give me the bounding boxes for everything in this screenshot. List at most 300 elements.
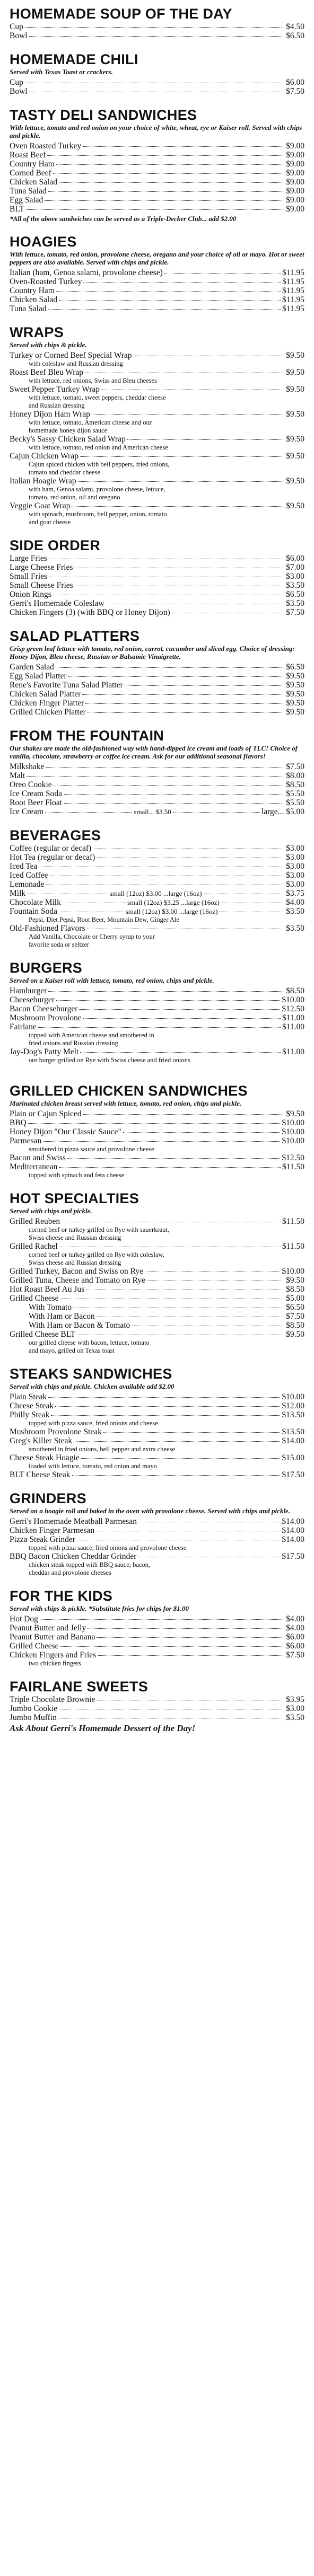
item-name: Hot Dog xyxy=(10,1615,38,1624)
item-name: Country Ham xyxy=(10,286,55,295)
item-name: Grilled Reuben xyxy=(10,1217,60,1226)
menu-item xyxy=(10,907,304,916)
item-list xyxy=(10,554,304,617)
item-name: Small Cheese Fries xyxy=(10,581,73,590)
leader-dots xyxy=(82,694,284,695)
item-name: With Ham or Bacon xyxy=(29,1312,95,1321)
section-title: STEAKS SANDWICHES xyxy=(10,1366,172,1382)
item-name: With Ham or Bacon & Tomato xyxy=(29,1321,130,1330)
item-name: Cup xyxy=(10,22,23,31)
item-name: Old-Fashioned Flavors xyxy=(10,924,85,933)
leader-dots xyxy=(97,1637,284,1638)
leader-dots xyxy=(48,991,284,992)
item-price: $9.50 xyxy=(286,368,304,377)
item-name: Oreo Cookie xyxy=(10,780,52,789)
item-price: $6.50 xyxy=(286,31,304,40)
item-price: $12.50 xyxy=(282,1153,304,1162)
leader-dots xyxy=(103,1432,280,1433)
leader-dots xyxy=(123,1132,281,1133)
menu-item xyxy=(10,862,304,871)
item-size-price: small (12oz) $3.25 ...large (16oz) xyxy=(127,898,220,906)
menu-item xyxy=(10,1704,304,1713)
item-price: $11.95 xyxy=(282,286,304,295)
item-price: $9.00 xyxy=(286,160,304,169)
menu-item xyxy=(10,1276,304,1285)
item-description: Add Vanilla, Chocolate or Cherry syrup to your xyxy=(29,933,155,940)
item-name: Country Ham xyxy=(10,160,55,169)
menu-item xyxy=(10,889,304,898)
leader-dots xyxy=(60,1646,285,1647)
menu-item xyxy=(10,1427,304,1436)
leader-dots xyxy=(56,667,284,668)
leader-dots xyxy=(28,1123,281,1124)
item-price: $6.00 xyxy=(286,1633,304,1642)
menu-item xyxy=(10,351,304,360)
menu-item xyxy=(10,708,304,717)
section-note: Served with chips & pickle. *Substitute fries for chips for $1.00 xyxy=(10,1604,189,1612)
item-list xyxy=(10,663,304,717)
item-name: BBQ Bacon Chicken Cheddar Grinder xyxy=(10,1552,137,1561)
leader-dots xyxy=(53,173,284,174)
item-name: Jumbo Cookie xyxy=(10,1704,57,1713)
item-price: $9.50 xyxy=(286,1109,304,1118)
item-description: topped with pizza sauce, fried onions and provolone cheese xyxy=(29,1544,187,1551)
item-price: $9.00 xyxy=(286,196,304,205)
leader-dots xyxy=(27,776,284,777)
leader-dots xyxy=(92,414,284,415)
item-price: $7.50 xyxy=(286,1651,304,1660)
section-title: HOMEMADE SOUP OF THE DAY xyxy=(10,6,232,22)
item-list xyxy=(10,1392,304,1479)
item-price: $11.00 xyxy=(282,1047,304,1056)
item-description: two chicken fingers xyxy=(29,1660,81,1667)
item-price: $3.50 xyxy=(286,907,304,916)
item-price: $7.50 xyxy=(286,87,304,96)
menu-item xyxy=(10,1136,304,1145)
item-name: Milkshake xyxy=(10,762,45,771)
item-name: Cheeseburger xyxy=(10,995,55,1004)
item-price: $11.00 xyxy=(282,1022,304,1031)
item-price: $7.50 xyxy=(286,1312,304,1321)
menu-item xyxy=(10,178,304,187)
leader-dots xyxy=(72,1475,281,1476)
item-name: Iced Coffee xyxy=(10,871,48,880)
item-name: Grilled Turkey, Bacon and Swiss on Rye xyxy=(10,1267,143,1276)
item-name: Plain Steak xyxy=(10,1392,47,1401)
item-name: Parmesan xyxy=(10,1136,42,1145)
item-name: Fairlane xyxy=(10,1022,37,1031)
section-title: WRAPS xyxy=(10,324,64,340)
menu-item xyxy=(10,1047,304,1056)
leader-dots xyxy=(78,481,285,482)
closing-note: Ask About Gerri's Homemade Dessert of the Day! xyxy=(10,1723,196,1733)
item-name: Gerri's Homemade Meatball Parmesan xyxy=(10,1517,137,1526)
section-title: GRINDERS xyxy=(10,1490,86,1506)
item-name: Oven Roasted Turkey xyxy=(10,142,82,151)
item-name: Iced Tea xyxy=(10,862,38,871)
leader-dots xyxy=(81,1458,281,1459)
menu-item xyxy=(10,563,304,572)
section-note: Served with chips & pickle. xyxy=(10,341,87,349)
item-description: topped with American cheese and smothered in xyxy=(29,1031,154,1039)
item-price: $3.50 xyxy=(286,599,304,608)
leader-dots xyxy=(26,209,284,210)
section-grilled-chicken xyxy=(10,1082,304,1179)
leader-dots xyxy=(164,273,281,274)
item-price: $6.50 xyxy=(286,663,304,672)
menu-item xyxy=(10,1436,304,1445)
leader-dots xyxy=(79,1009,280,1010)
menu-item xyxy=(10,1153,304,1162)
menu-item xyxy=(10,31,304,40)
section-note: With lettuce, tomato, red onion, provolone cheese, oregano and your choice of oil or mayo. Hot or sweet peppers are also available. Served with chips and pickle. xyxy=(10,250,304,266)
section-note: Crisp green leaf lettuce with tomato, red onion, carrot, cucumber and sliced egg. Choice of dressing: Honey Dijon, Bleu cheese, Russian or Balsamic Vinaigrette. xyxy=(10,645,295,660)
menu-item xyxy=(10,187,304,196)
menu-item xyxy=(10,304,304,313)
item-price: $8.50 xyxy=(286,986,304,995)
item-name: Grilled Chicken Platter xyxy=(10,708,86,717)
item-price: $9.50 xyxy=(286,385,304,394)
item-price: $14.00 xyxy=(282,1526,304,1535)
item-list xyxy=(10,142,304,214)
section-title: HOT SPECIALTIES xyxy=(10,1190,139,1206)
item-list xyxy=(10,78,304,96)
item-list xyxy=(10,1217,304,1354)
leader-dots xyxy=(55,1406,280,1407)
menu-item xyxy=(10,169,304,178)
section-hoagies xyxy=(10,233,304,313)
menu-page xyxy=(10,5,304,1734)
item-price: $8.50 xyxy=(286,1285,304,1294)
item-price: $10.00 xyxy=(282,1267,304,1276)
item-description: Cajun spiced chicken with bell peppers, fried onions, xyxy=(29,461,170,468)
leader-dots xyxy=(127,439,284,440)
item-description: smothered in fried onions, bell pepper and extra cheese xyxy=(29,1445,175,1453)
item-name: Bowl xyxy=(10,31,28,40)
item-price: $14.00 xyxy=(282,1517,304,1526)
item-price: large... $5.00 xyxy=(261,807,304,816)
item-name: Tuna Salad xyxy=(10,187,47,196)
menu-item xyxy=(10,368,304,377)
item-description: corned beef or turkey grilled on Rye with coleslaw, xyxy=(29,1251,164,1258)
leader-dots xyxy=(48,191,285,192)
leader-dots xyxy=(74,1441,280,1442)
item-price: $9.00 xyxy=(286,151,304,160)
item-description: with lettuce, tomato, sweet peppers, cheddar cheese xyxy=(29,394,166,401)
section-title: SALAD PLATTERS xyxy=(10,628,140,644)
section-title: HOMEMADE CHILI xyxy=(10,51,138,67)
item-name: Onion Rings xyxy=(10,590,51,599)
leader-dots xyxy=(59,182,284,183)
section-title: BEVERAGES xyxy=(10,827,101,843)
item-price: $9.50 xyxy=(286,477,304,486)
leader-dots xyxy=(72,506,284,507)
leader-dots xyxy=(80,1052,281,1053)
item-description: cheddar and provolone cheeses xyxy=(29,1569,111,1576)
item-name: Cheese Steak Hoagie xyxy=(10,1453,80,1462)
item-price: $9.50 xyxy=(286,699,304,708)
item-price: $10.00 xyxy=(282,1392,304,1401)
leader-dots xyxy=(80,456,284,457)
menu-item xyxy=(10,1162,304,1171)
leader-dots xyxy=(64,803,284,804)
menu-item xyxy=(10,590,304,599)
leader-dots xyxy=(40,1619,284,1620)
leader-dots xyxy=(45,812,132,813)
section-hot-specialties xyxy=(10,1190,304,1354)
item-price: $6.00 xyxy=(286,1642,304,1651)
menu-item xyxy=(10,1651,304,1660)
item-price: $9.00 xyxy=(286,187,304,196)
leader-dots xyxy=(59,300,281,301)
section-title: HOAGIES xyxy=(10,234,77,250)
item-description: with lettuce, tomato, red onion and American cheese xyxy=(29,444,168,451)
menu-item xyxy=(10,22,304,31)
menu-item xyxy=(10,1118,304,1127)
item-name: Italian (ham, Genoa salami, provolone cheese) xyxy=(10,268,163,277)
item-price: $9.50 xyxy=(286,351,304,360)
menu-item xyxy=(10,780,304,789)
item-name: Hot Tea (regular or decaf) xyxy=(10,853,95,862)
menu-item xyxy=(10,1401,304,1410)
section-kids xyxy=(10,1587,304,1667)
item-name: Corned Beef xyxy=(10,169,51,178)
menu-item xyxy=(10,452,304,461)
item-price: $6.50 xyxy=(286,1303,304,1312)
section-steaks xyxy=(10,1365,304,1479)
item-name: Coffee (regular or decaf) xyxy=(10,844,92,853)
menu-item xyxy=(10,1242,304,1251)
menu-item xyxy=(10,1642,304,1651)
item-price: $17.50 xyxy=(282,1470,304,1479)
item-price: $8.00 xyxy=(286,771,304,780)
item-price: $14.00 xyxy=(282,1535,304,1544)
menu-item xyxy=(10,1109,304,1118)
item-name: Ice Cream Soda xyxy=(10,789,62,798)
item-price: $7.50 xyxy=(286,608,304,617)
item-name: Large Fries xyxy=(10,554,47,563)
menu-item xyxy=(10,1410,304,1419)
section-note: Served on a hoagie roll and baked in the oven with provolone cheese. Served with chips and pickle. xyxy=(10,1507,291,1515)
leader-dots xyxy=(125,685,284,686)
menu-item xyxy=(10,1321,304,1330)
item-price: $3.00 xyxy=(286,1704,304,1713)
item-price: $9.50 xyxy=(286,681,304,690)
section-title: FAIRLANE SWEETS xyxy=(10,1679,149,1695)
item-price: $11.50 xyxy=(282,1162,304,1171)
menu-item xyxy=(10,898,304,907)
section-note: With lettuce, tomato and red onion on your choice of white, wheat, rye or Kaiser roll. Served with chips and pickle. xyxy=(10,123,302,139)
menu-item xyxy=(10,1004,304,1013)
section-title: FOR THE KIDS xyxy=(10,1588,113,1604)
item-price: $10.00 xyxy=(282,1136,304,1145)
item-name: Egg Salad xyxy=(10,196,43,205)
item-price: $9.50 xyxy=(286,1276,304,1285)
menu-item xyxy=(10,142,304,151)
section-note: Served with Texas Toast or crackers. xyxy=(10,68,113,76)
item-price: $5.50 xyxy=(286,789,304,798)
menu-item xyxy=(10,1517,304,1526)
menu-item xyxy=(10,295,304,304)
leader-dots xyxy=(38,1027,281,1028)
item-price: $9.50 xyxy=(286,435,304,444)
leader-dots xyxy=(88,712,284,713)
item-name: Oven-Roasted Turkey xyxy=(10,277,82,286)
item-price: $3.50 xyxy=(286,1713,304,1722)
item-list xyxy=(10,1109,304,1179)
item-price: $3.00 xyxy=(286,853,304,862)
item-price: $15.00 xyxy=(282,1453,304,1462)
item-description: smothered in pizza sauce and provolone cheese xyxy=(29,1145,154,1153)
item-list xyxy=(10,22,304,40)
item-price: $6.00 xyxy=(286,78,304,87)
menu-item xyxy=(10,663,304,672)
item-name: Roast Beef xyxy=(10,151,46,160)
section-burgers xyxy=(10,959,304,1064)
menu-item xyxy=(10,277,304,286)
item-price: $5.00 xyxy=(286,1294,304,1303)
item-list xyxy=(10,844,304,948)
item-name: Chicken Salad Platter xyxy=(10,690,81,699)
item-description: Pepsi, Diet Pepsi, Root Beer, Mountain Dew, Ginger Ale xyxy=(29,916,180,923)
menu-item xyxy=(10,699,304,708)
item-name: With Tomato xyxy=(29,1303,72,1312)
item-name: Hot Roast Beef Au Jus xyxy=(10,1285,85,1294)
leader-dots xyxy=(83,146,284,147)
section-note: Marinated chicken breast served with lettuce, tomato, red onion, chips and pickle. xyxy=(10,1099,242,1107)
section-title: TASTY DELI SANDWICHES xyxy=(10,107,197,123)
section-deli xyxy=(10,107,304,223)
leader-dots xyxy=(64,794,284,795)
item-name: Hamburger xyxy=(10,986,47,995)
item-description: our grilled cheese with bacon, lettuce, tomato xyxy=(29,1339,150,1346)
item-price: $9.50 xyxy=(286,1330,304,1339)
menu-item xyxy=(10,1713,304,1722)
item-description: and goat cheese xyxy=(29,518,71,526)
item-name: Grilled Cheese xyxy=(10,1642,59,1651)
section-beverages xyxy=(10,827,304,948)
item-name: Pizza Steak Grinder xyxy=(10,1535,75,1544)
item-list xyxy=(10,762,304,816)
item-price: $9.00 xyxy=(286,142,304,151)
menu-item xyxy=(10,286,304,295)
item-name: Jay-Dog's Patty Melt xyxy=(10,1047,79,1056)
item-price: $17.50 xyxy=(282,1552,304,1561)
menu-item xyxy=(10,581,304,590)
menu-item xyxy=(10,798,304,807)
menu-item xyxy=(10,1695,304,1704)
menu-item xyxy=(10,572,304,581)
leader-dots xyxy=(29,36,285,37)
leader-dots xyxy=(54,785,284,786)
menu-item xyxy=(10,196,304,205)
item-description: our burger grilled on Rye with Swiss cheese and fried onions xyxy=(29,1056,190,1064)
leader-dots xyxy=(56,291,281,292)
menu-item xyxy=(10,871,304,880)
item-name: Mediterranean xyxy=(10,1162,58,1171)
item-description: Swiss cheese and Russian dressing xyxy=(29,1234,121,1241)
item-price: $3.00 xyxy=(286,572,304,581)
item-description: with spinach, mushroom, bell pepper, onion, tomato xyxy=(29,510,167,518)
menu-item xyxy=(10,771,304,780)
item-name: Grilled Cheese xyxy=(10,1294,59,1303)
menu-item xyxy=(10,205,304,214)
leader-dots xyxy=(48,309,281,310)
menu-item xyxy=(10,1127,304,1136)
item-price: $11.95 xyxy=(282,295,304,304)
item-name: Peanut Butter and Jelly xyxy=(10,1624,86,1633)
menu-item xyxy=(10,1285,304,1294)
item-description: with ham, Genoa salami, provolone cheese, lettuce, xyxy=(29,486,165,493)
item-price: $3.50 xyxy=(286,581,304,590)
menu-item xyxy=(10,1022,304,1031)
item-description: and Russian dressing xyxy=(29,402,85,409)
item-list xyxy=(10,986,304,1064)
item-price: $3.00 xyxy=(286,880,304,889)
section-note: Served with chips and pickle. xyxy=(10,1207,92,1215)
menu-item xyxy=(10,435,304,444)
item-description: fried onions and Russian dressing xyxy=(29,1039,118,1047)
menu-item xyxy=(10,1312,304,1321)
menu-item xyxy=(10,995,304,1004)
item-price: $4.00 xyxy=(286,1624,304,1633)
item-name: Rene's Favorite Tuna Salad Platter xyxy=(10,681,123,690)
item-price: $3.75 xyxy=(286,889,304,898)
item-price: $3.00 xyxy=(286,871,304,880)
item-name: Lemonade xyxy=(10,880,45,889)
item-price: $11.95 xyxy=(282,268,304,277)
item-name: Gerri's Homemade Coleslaw xyxy=(10,599,104,608)
item-price: $4.50 xyxy=(286,22,304,31)
menu-item xyxy=(10,1552,304,1561)
item-list xyxy=(10,1695,304,1722)
item-size-price: small (12oz) $3.00 ...large (16oz) xyxy=(125,907,218,915)
item-name: Bacon Cheeseburger xyxy=(10,1004,78,1013)
section-title: SIDE ORDER xyxy=(10,537,101,553)
menu-item xyxy=(10,268,304,277)
item-name: Peanut Butter and Banana xyxy=(10,1633,95,1642)
menu-item xyxy=(10,1535,304,1544)
section-title: FROM THE FOUNTAIN xyxy=(10,728,164,744)
item-price: $9.00 xyxy=(286,178,304,187)
menu-item xyxy=(10,690,304,699)
menu-item xyxy=(10,924,304,933)
item-name: Grilled Cheese BLT xyxy=(10,1330,76,1339)
menu-item xyxy=(10,1633,304,1642)
item-name: Mushroom Provolone Steak xyxy=(10,1427,102,1436)
menu-item xyxy=(10,78,304,87)
item-list xyxy=(10,351,304,526)
item-name: Honey Dijon "Our Classic Sauce" xyxy=(10,1127,121,1136)
menu-item xyxy=(10,1624,304,1633)
item-description: chicken steak topped with BBQ sauce, bacon, xyxy=(29,1561,151,1568)
item-list xyxy=(10,1615,304,1667)
leader-dots xyxy=(85,703,284,704)
leader-dots xyxy=(98,1655,284,1656)
item-name: Jumbo Muffin xyxy=(10,1713,57,1722)
item-list xyxy=(10,1517,304,1576)
item-price: $9.50 xyxy=(286,690,304,699)
item-name: Becky's Sassy Chicken Salad Wrap xyxy=(10,435,126,444)
menu-item xyxy=(10,477,304,486)
menu-item xyxy=(10,1013,304,1022)
item-name: Chicken Fingers (3) (with BBQ or Honey Dijon) xyxy=(10,608,170,617)
item-description: and mayo, grilled on Texas toast xyxy=(29,1347,115,1354)
leader-dots xyxy=(59,1167,281,1168)
item-description: Swiss cheese and Russian dressing xyxy=(29,1259,121,1266)
leader-dots xyxy=(47,155,284,156)
section-title: GRILLED CHICKEN SANDWICHES xyxy=(10,1083,248,1099)
